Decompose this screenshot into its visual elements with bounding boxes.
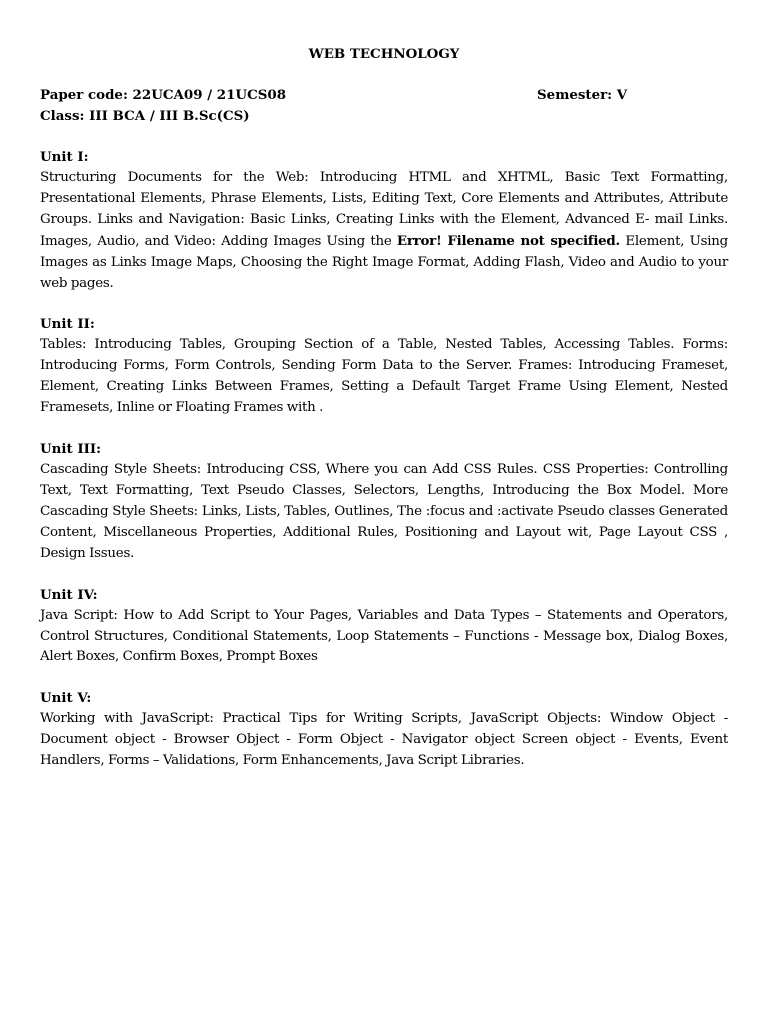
error-message: Error! Filename not specified.: [396, 232, 620, 249]
unit-heading: Unit II:: [40, 316, 95, 333]
unit-3-section: [40, 439, 728, 565]
unit-body: Java Script: How to Add Script to Your Pages, Variables and Data Types – Statements and Operators, Control Structures, Conditional Statements, Loop Statements – Functions - Message box, Dialog Boxes, Alert Boxes, Confirm Boxes, Prompt Boxes: [40, 607, 728, 665]
semester: Semester: V: [537, 87, 628, 103]
unit-text-part: Element, Using Images as Links Image Maps, Choosing the Right Image Format, Adding Flash, Video and Audio to your web pages.: [40, 233, 728, 291]
paper-code: Paper code: 22UCA09 / 21UCS08: [40, 87, 287, 103]
unit-text-part: Structuring Documents for the Web: Introducing HTML and XHTML, Basic Text Formatting, Presentational Elements, Phrase Elements, Lists, Editing Text, Core Elements and Attributes, Attribute Groups. Links and Navigation: Basic Links, Creating Links with the Element, Advanced E- mail Links. Images, Audio, and Video: Adding Images Using the: [40, 170, 728, 249]
unit-heading: Unit V:: [40, 690, 92, 707]
unit-body: [40, 168, 728, 294]
syllabus-content: [40, 44, 728, 792]
unit-heading: Unit I:: [40, 149, 89, 165]
class-line: Class: III BCA / III B.Sc(CS): [40, 108, 250, 124]
unit-body: Tables: Introducing Tables, Grouping Section of a Table, Nested Tables, Accessing Tables. Forms: Introducing Forms, Form Controls, Sending Form Data to the Server. Frames: Introducing Frameset, Element, Creating Links Between Frames, Setting a Default Target Frame Using Element, Nested Framesets, Inline or Floating Frames with .: [40, 337, 728, 416]
unit-body: Cascading Style Sheets: Introducing CSS, Where you can Add CSS Rules. CSS Properties: Controlling Text, Text Formatting, Text Pseudo Classes, Selectors, Lengths, Introducing the Box Model. More Cascading Style Sheets: Links, Lists, Tables, Outlines, The :focus and :activate Pseudo classes Generated Content, Miscellaneous Properties, Additional Rules, Positioning and Layout wit, Page Layout CSS , Design Issues.: [40, 462, 728, 561]
unit-5-section: [40, 688, 728, 772]
unit-1-section: [40, 147, 728, 294]
unit-2-section: [40, 314, 728, 419]
unit-body: Working with JavaScript: Practical Tips for Writing Scripts, JavaScript Objects: Window Object - Document object - Browser Object - Form Object - Navigator object Screen object - Events, Event Handlers, Forms – Validations, Form Enhancements, Java Script Libraries.: [40, 711, 728, 769]
unit-heading: Unit IV:: [40, 586, 98, 603]
unit-heading: Unit III:: [40, 441, 102, 458]
page-title: WEB TECHNOLOGY: [308, 46, 460, 62]
paper-info-row: [40, 85, 728, 106]
unit-4-section: [40, 585, 728, 669]
